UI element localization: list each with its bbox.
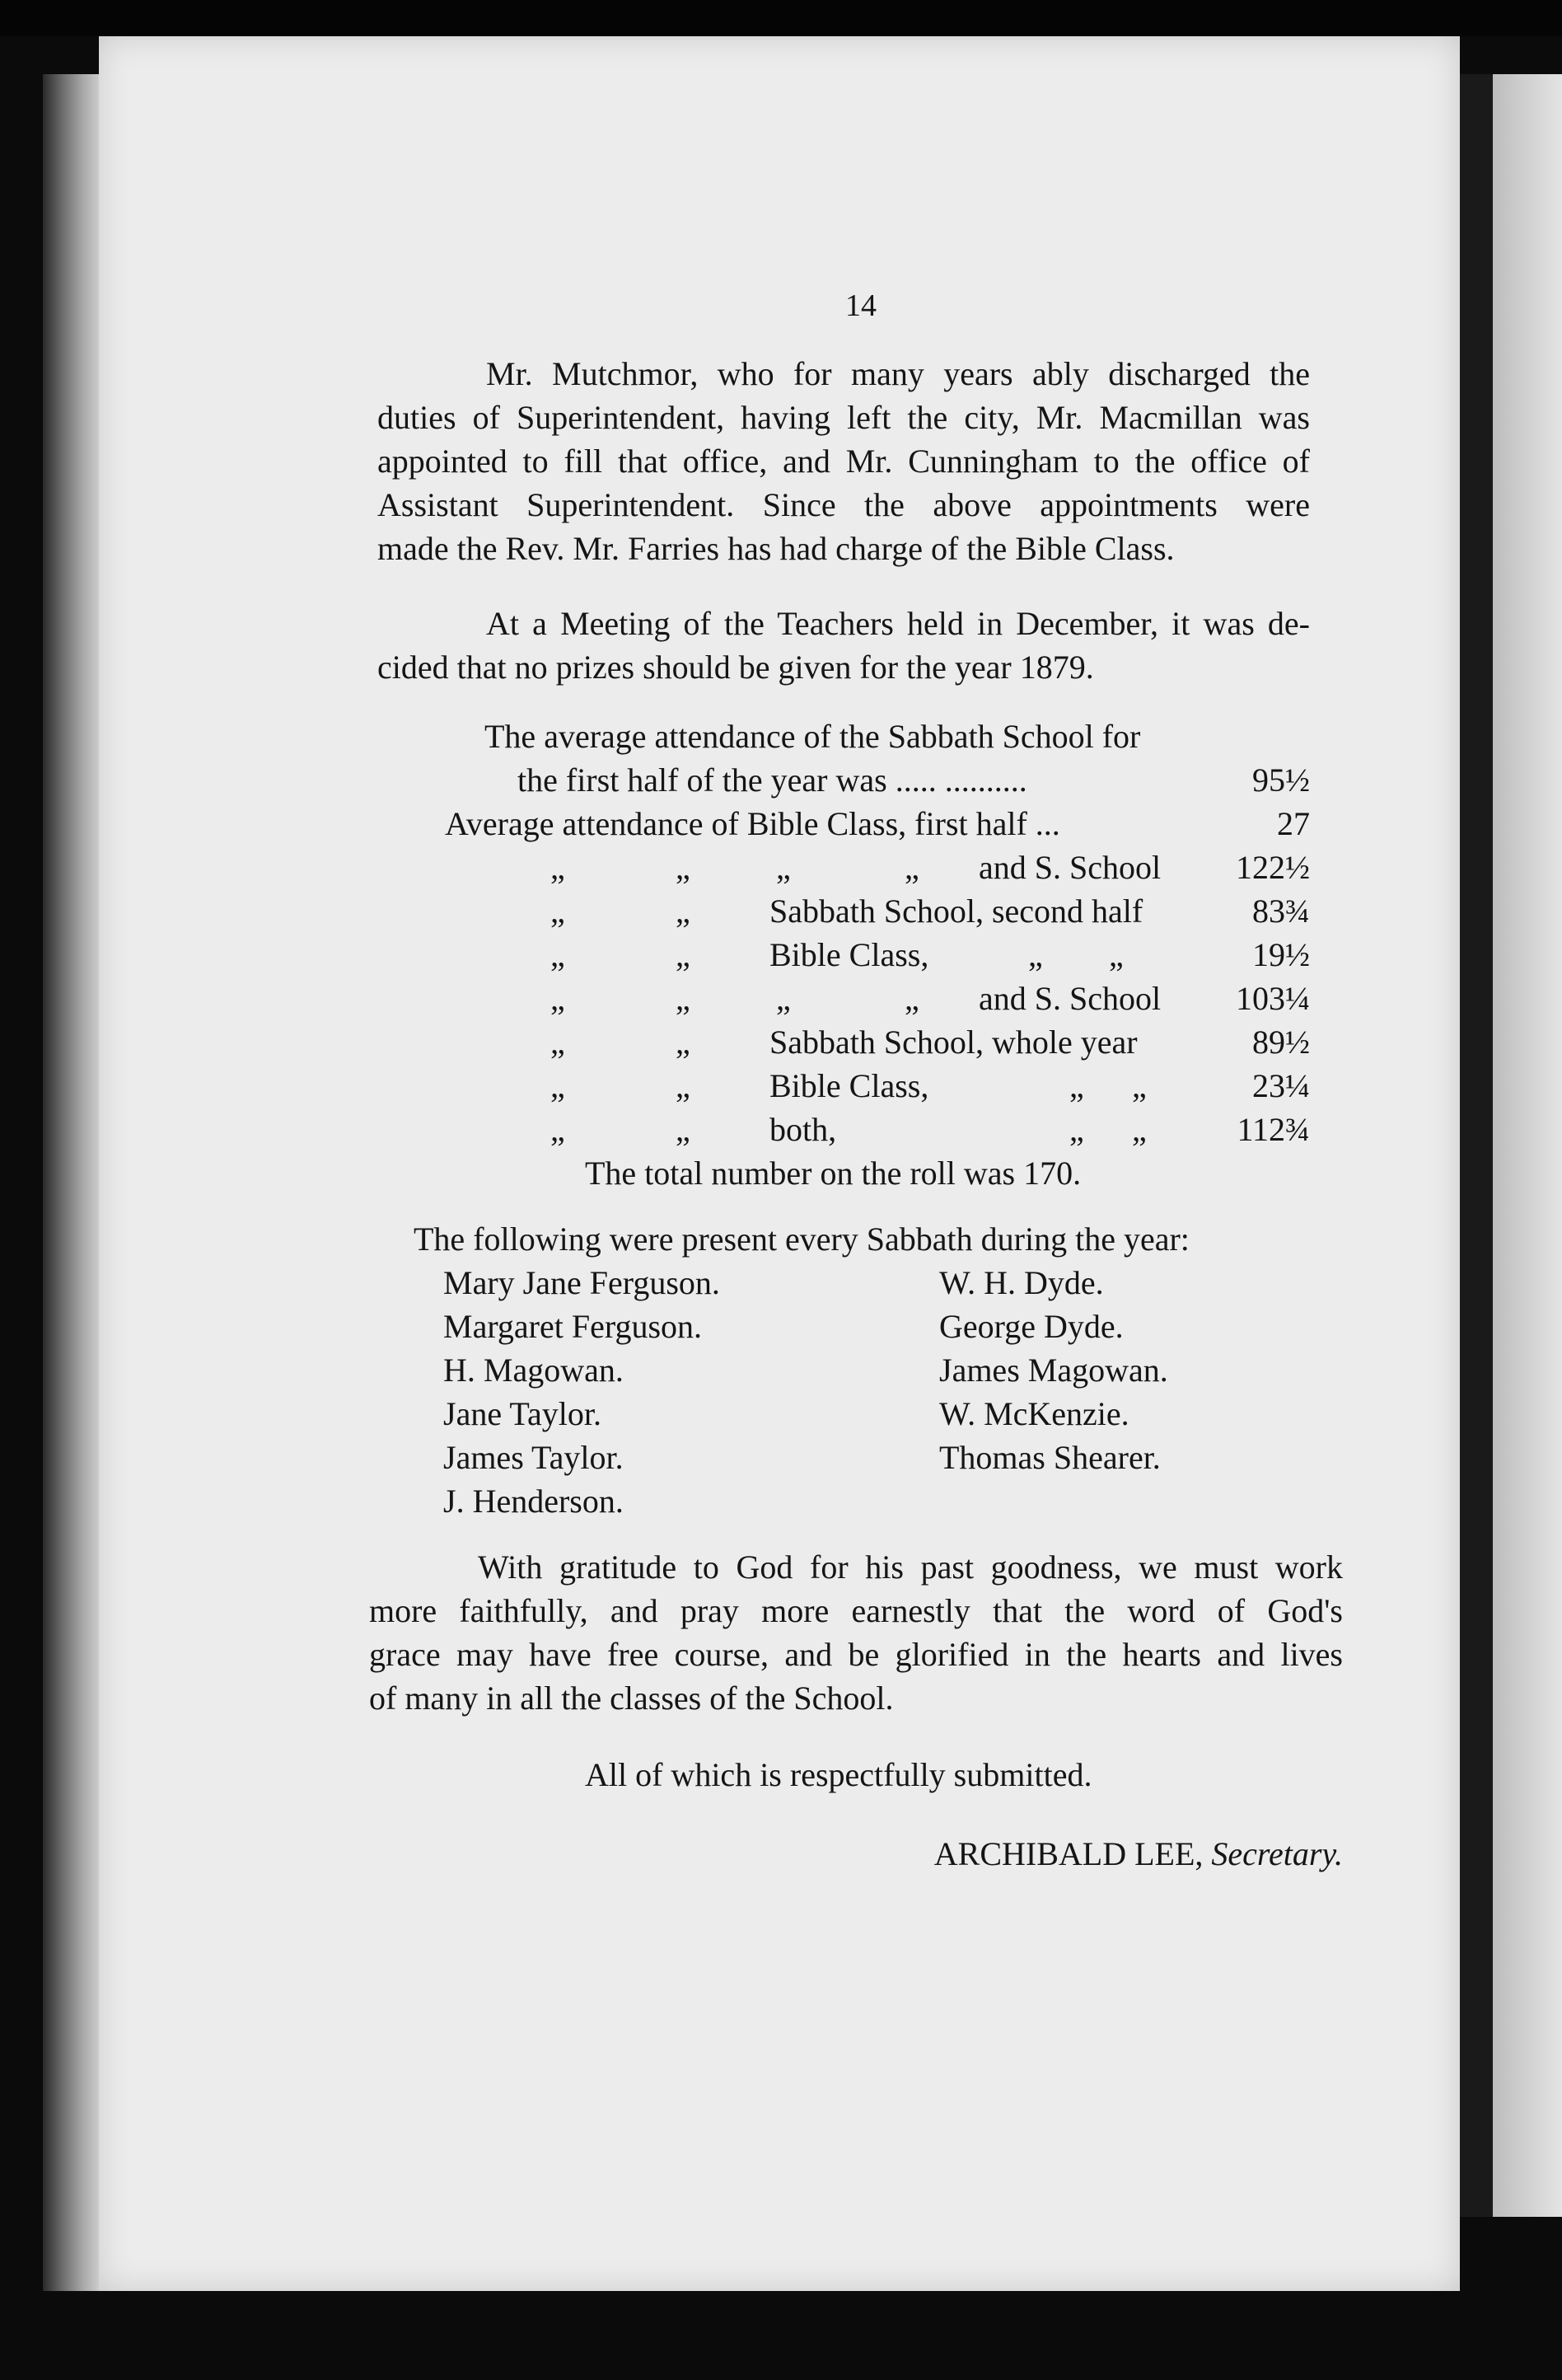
ditto-mark: „ xyxy=(1132,1111,1147,1148)
closing-line: All of which is respectfully submitted. xyxy=(585,1756,1092,1793)
present-name-right: W. H. Dyde. xyxy=(939,1264,1104,1301)
present-name-left: James Taylor. xyxy=(443,1439,624,1476)
attendance-row-4-value: 83¾ xyxy=(1252,892,1310,930)
para1-line-3: appointed to fill that office, and Mr. Cunningham to the office of xyxy=(377,443,1310,480)
ditto-mark: „ xyxy=(1069,1067,1084,1104)
ditto-mark: „ xyxy=(1109,936,1124,973)
present-intro: The following were present every Sabbath during the year: xyxy=(414,1220,1190,1258)
ditto-mark: „ xyxy=(550,892,565,930)
para2-line-1: At a Meeting of the Teachers held in December, it was de- xyxy=(486,605,1310,642)
present-name-right: James Magowan. xyxy=(939,1352,1168,1389)
present-name-right: Thomas Shearer. xyxy=(939,1439,1161,1476)
signature-title: Secretary. xyxy=(1211,1835,1343,1872)
present-name-left: Jane Taylor. xyxy=(443,1395,601,1432)
ditto-mark: „ xyxy=(550,849,565,886)
attendance-row-9-label: both, xyxy=(769,1111,837,1148)
present-name-left: J. Henderson. xyxy=(443,1483,624,1520)
ditto-mark: „ xyxy=(550,980,565,1017)
signature xyxy=(741,1833,1343,1876)
ditto-mark: „ xyxy=(1132,1067,1147,1104)
present-name-right: W. McKenzie. xyxy=(939,1395,1129,1432)
attendance-row-9-value: 112¾ xyxy=(1237,1111,1310,1148)
attendance-row-3-value: 122½ xyxy=(1236,849,1310,886)
attendance-row-6-label: and S. School xyxy=(979,980,1162,1017)
ditto-mark: „ xyxy=(550,1067,565,1104)
ditto-mark: „ xyxy=(1028,936,1043,973)
ditto-mark: „ xyxy=(905,849,919,886)
ditto-mark: „ xyxy=(1069,1111,1084,1148)
scan-background-top xyxy=(0,0,1562,36)
para1-line-4: Assistant Superintendent. Since the above appointments were xyxy=(377,486,1310,523)
present-name-left: H. Magowan. xyxy=(443,1352,624,1389)
ditto-mark: „ xyxy=(676,936,690,973)
ditto-mark: „ xyxy=(676,892,690,930)
attendance-row-6-value: 103¼ xyxy=(1236,980,1310,1017)
para3-line-2: more faithfully, and pray more earnestly that the word of God's xyxy=(369,1592,1343,1629)
signature-name: ARCHIBALD LEE, xyxy=(933,1835,1204,1872)
ditto-mark: „ xyxy=(676,1067,690,1104)
book-spine xyxy=(43,74,101,2291)
attendance-row-2-label: Average attendance of Bible Class, first half ... xyxy=(445,805,1060,842)
attendance-row-3-label: and S. School xyxy=(979,849,1162,886)
attendance-row-1-value: 95½ xyxy=(1252,761,1310,799)
present-name-left: Mary Jane Ferguson. xyxy=(443,1264,720,1301)
attendance-row-7-label: Sabbath School, whole year xyxy=(769,1024,1138,1061)
attendance-row-8-label: Bible Class, xyxy=(769,1067,929,1104)
attendance-row-5-label: Bible Class, xyxy=(769,936,929,973)
attendance-row-1-label: the first half of the year was ..... .......... xyxy=(517,761,1027,799)
facing-page-edge xyxy=(1493,74,1562,2217)
para3-line-4: of many in all the classes of the School. xyxy=(369,1680,894,1717)
present-name-left: Margaret Ferguson. xyxy=(443,1308,703,1345)
ditto-mark: „ xyxy=(676,980,690,1017)
attendance-row-2-value: 27 xyxy=(1277,805,1310,842)
ditto-mark: „ xyxy=(905,980,919,1017)
ditto-mark: „ xyxy=(776,980,791,1017)
para2-line-2: cided that no prizes should be given for the year 1879. xyxy=(377,649,1094,686)
ditto-mark: „ xyxy=(676,1111,690,1148)
para1-line-2: duties of Superintendent, having left the city, Mr. Macmillan was xyxy=(377,399,1310,436)
page-number: 14 xyxy=(845,288,877,323)
para1-line-1: Mr. Mutchmor, who for many years ably discharged the xyxy=(486,355,1310,392)
ditto-mark: „ xyxy=(550,936,565,973)
para3-line-1: With gratitude to God for his past goodness, we must work xyxy=(478,1548,1343,1586)
ditto-mark: „ xyxy=(676,849,690,886)
present-name-right: George Dyde. xyxy=(939,1308,1124,1345)
page-edge-shadow xyxy=(1460,74,1493,2217)
attendance-total: The total number on the roll was 170. xyxy=(585,1155,1082,1192)
ditto-mark: „ xyxy=(676,1024,690,1061)
attendance-row-8-value: 23¼ xyxy=(1252,1067,1310,1104)
attendance-row-4-label: Sabbath School, second half xyxy=(769,892,1143,930)
ditto-mark: „ xyxy=(550,1024,565,1061)
para1-line-5: made the Rev. Mr. Farries has had charge of the Bible Class. xyxy=(377,530,1175,567)
attendance-intro: The average attendance of the Sabbath School for xyxy=(484,718,1141,755)
attendance-row-7-value: 89½ xyxy=(1252,1024,1310,1061)
ditto-mark: „ xyxy=(776,849,791,886)
ditto-mark: „ xyxy=(550,1111,565,1148)
para3-line-3: grace may have free course, and be glorified in the hearts and lives xyxy=(369,1636,1343,1673)
attendance-row-5-value: 19½ xyxy=(1252,936,1310,973)
